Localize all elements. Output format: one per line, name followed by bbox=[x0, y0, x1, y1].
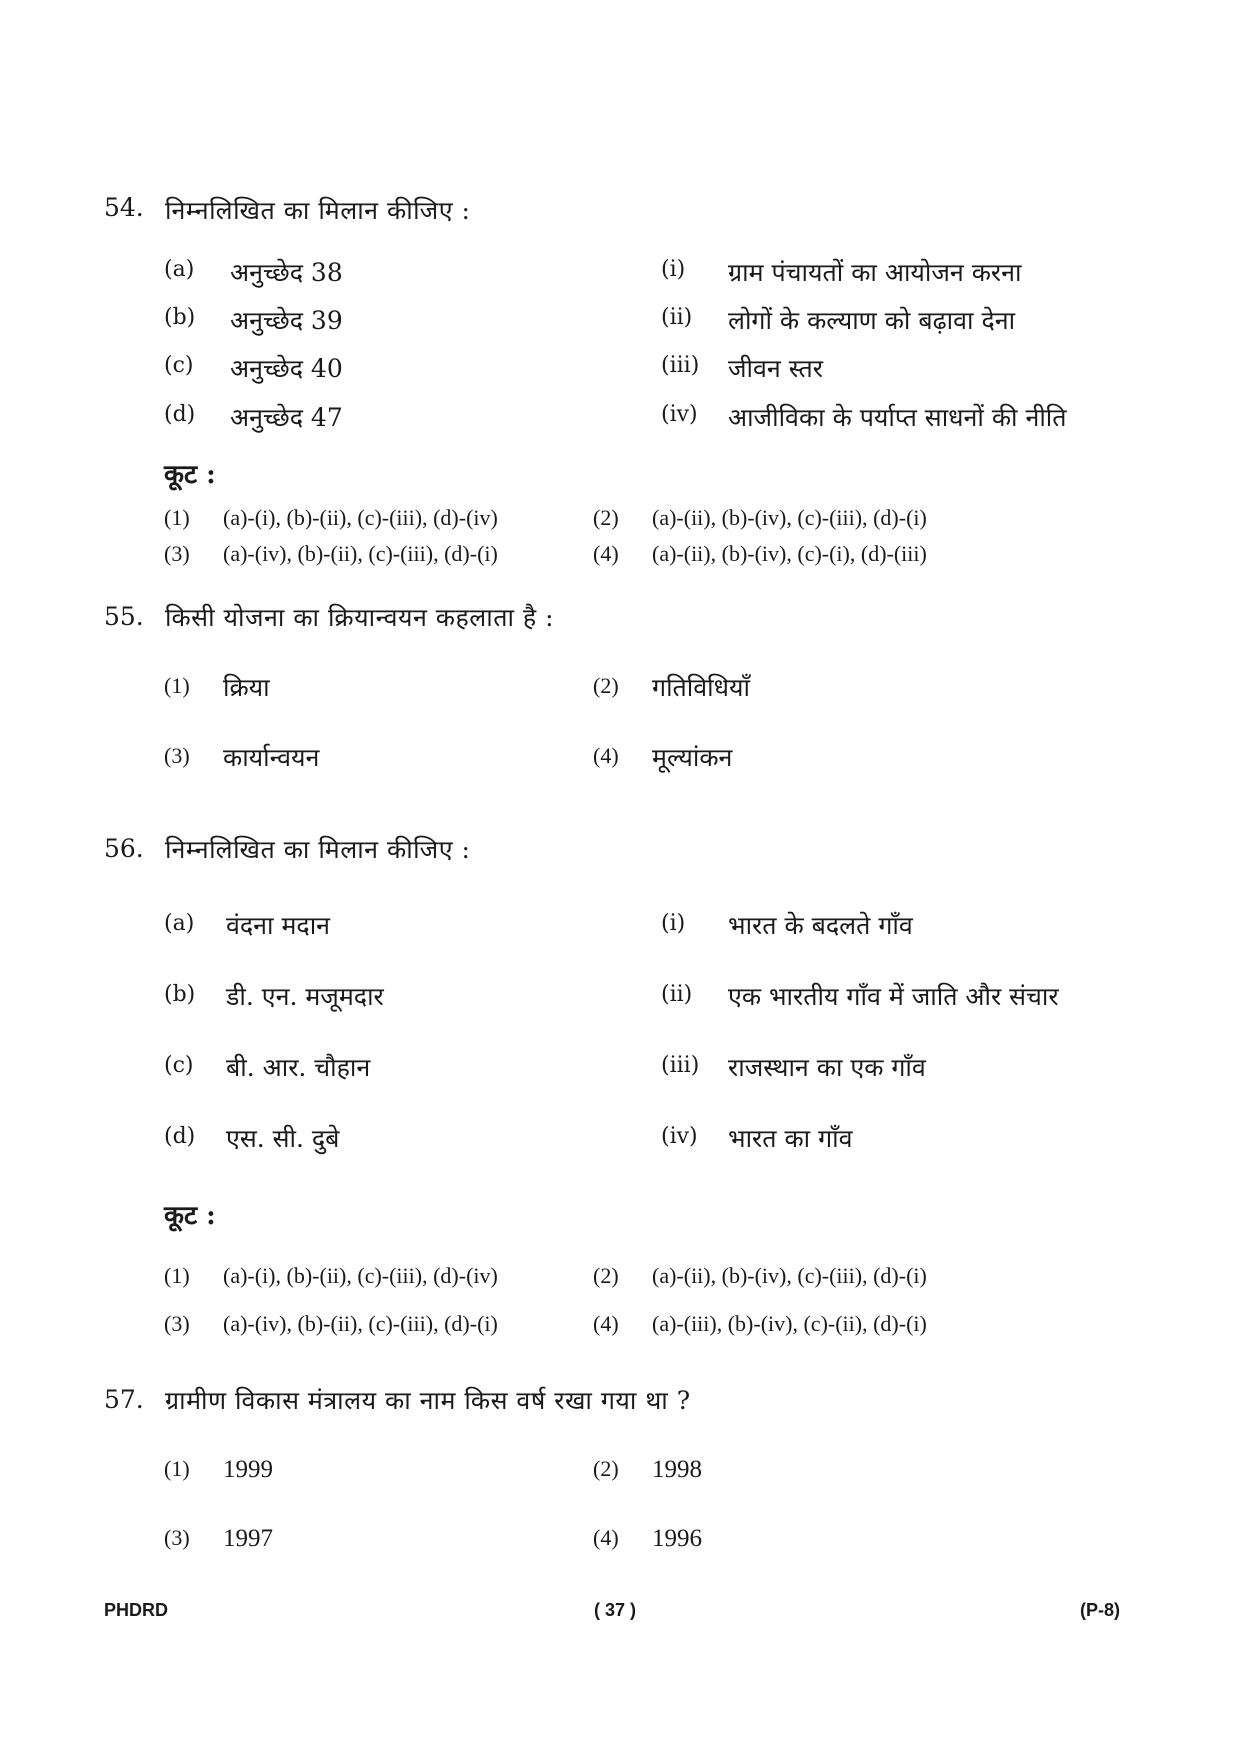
option-number: (1) bbox=[164, 1456, 190, 1481]
option-number: (3) bbox=[164, 1311, 190, 1336]
match-right-item: भारत का गाँव bbox=[728, 1124, 853, 1153]
match-right-item: जीवन स्तर bbox=[728, 354, 823, 383]
match-left-label: (b) bbox=[164, 982, 196, 1007]
option-text: (a)-(ii), (b)-(iv), (c)-(i), (d)-(iii) bbox=[652, 541, 927, 566]
option-text: 1996 bbox=[652, 1525, 702, 1552]
option-text: 1999 bbox=[223, 1456, 273, 1483]
match-left-item: अनुच्छेद 40 bbox=[230, 354, 343, 383]
match-left-item: अनुच्छेद 47 bbox=[230, 403, 343, 432]
question-number: 54. bbox=[104, 193, 144, 222]
match-left-item: अनुच्छेद 38 bbox=[230, 258, 343, 287]
option-number: (2) bbox=[593, 1263, 619, 1288]
match-left-label: (c) bbox=[164, 1053, 194, 1078]
option-number: (4) bbox=[593, 1311, 619, 1336]
option-text: (a)-(i), (b)-(ii), (c)-(iii), (d)-(iv) bbox=[223, 505, 498, 530]
match-right-label: (iii) bbox=[661, 353, 700, 378]
option-number: (1) bbox=[164, 505, 190, 530]
option-number: (2) bbox=[593, 673, 619, 698]
question-number: 56. bbox=[104, 834, 144, 863]
match-left-item: अनुच्छेद 39 bbox=[230, 306, 343, 335]
match-right-item: लोगों के कल्याण को बढ़ावा देना bbox=[728, 306, 1016, 335]
option-number: (3) bbox=[164, 541, 190, 566]
option-text: (a)-(iv), (b)-(ii), (c)-(iii), (d)-(i) bbox=[223, 1311, 498, 1336]
code-heading: कूट : bbox=[164, 1201, 216, 1231]
footer-page-number: ( 37 ) bbox=[594, 1600, 637, 1620]
option-number: (2) bbox=[593, 1456, 619, 1481]
match-right-item: एक भारतीय गाँव में जाति और संचार bbox=[728, 982, 1059, 1011]
code-heading: कूट : bbox=[164, 460, 216, 490]
question-number: 55. bbox=[104, 602, 144, 631]
option-number: (4) bbox=[593, 541, 619, 566]
question-number: 57. bbox=[104, 1385, 144, 1414]
question-text: निम्नलिखित का मिलान कीजिए : bbox=[165, 196, 471, 225]
question-text: किसी योजना का क्रियान्वयन कहलाता है : bbox=[165, 603, 555, 632]
option-text: (a)-(ii), (b)-(iv), (c)-(iii), (d)-(i) bbox=[652, 505, 927, 530]
match-left-label: (c) bbox=[164, 353, 194, 378]
footer-paper-code: PHDRD bbox=[104, 1600, 169, 1620]
option-text: (a)-(iii), (b)-(iv), (c)-(ii), (d)-(i) bbox=[652, 1311, 927, 1336]
option-number: (3) bbox=[164, 743, 190, 768]
match-right-label: (iii) bbox=[661, 1053, 700, 1078]
footer-set-code: (P-8) bbox=[1080, 1600, 1120, 1620]
match-left-label: (b) bbox=[164, 305, 196, 330]
match-left-label: (a) bbox=[164, 257, 195, 282]
option-text: मूल्यांकन bbox=[652, 743, 733, 772]
option-text: क्रिया bbox=[223, 673, 270, 702]
option-number: (2) bbox=[593, 505, 619, 530]
option-number: (4) bbox=[593, 1525, 619, 1550]
option-number: (4) bbox=[593, 743, 619, 768]
match-right-label: (ii) bbox=[661, 305, 693, 330]
option-number: (1) bbox=[164, 673, 190, 698]
match-right-item: आजीविका के पर्याप्त साधनों की नीति bbox=[728, 403, 1067, 432]
option-number: (3) bbox=[164, 1525, 190, 1550]
option-text: 1998 bbox=[652, 1456, 702, 1483]
option-number: (1) bbox=[164, 1263, 190, 1288]
question-text: ग्रामीण विकास मंत्रालय का नाम किस वर्ष रखा गया था ? bbox=[165, 1386, 691, 1415]
match-right-label: (i) bbox=[661, 257, 686, 282]
match-left-item: बी. आर. चौहान bbox=[226, 1053, 371, 1082]
match-right-item: ग्राम पंचायतों का आयोजन करना bbox=[728, 258, 1022, 287]
question-text: निम्नलिखित का मिलान कीजिए : bbox=[165, 835, 471, 864]
match-left-item: वंदना मदान bbox=[226, 911, 331, 940]
match-right-item: राजस्थान का एक गाँव bbox=[728, 1053, 926, 1082]
option-text: गतिविधियाँ bbox=[652, 673, 751, 702]
match-right-label: (iv) bbox=[661, 1124, 698, 1149]
match-left-label: (a) bbox=[164, 911, 195, 936]
option-text: (a)-(iv), (b)-(ii), (c)-(iii), (d)-(i) bbox=[223, 541, 498, 566]
option-text: (a)-(ii), (b)-(iv), (c)-(iii), (d)-(i) bbox=[652, 1263, 927, 1288]
option-text: कार्यान्वयन bbox=[223, 743, 320, 772]
option-text: 1997 bbox=[223, 1525, 273, 1552]
match-right-label: (ii) bbox=[661, 982, 693, 1007]
match-left-label: (d) bbox=[164, 402, 196, 427]
match-left-item: एस. सी. दुबे bbox=[226, 1124, 340, 1153]
match-right-label: (iv) bbox=[661, 402, 698, 427]
option-text: (a)-(i), (b)-(ii), (c)-(iii), (d)-(iv) bbox=[223, 1263, 498, 1288]
match-left-label: (d) bbox=[164, 1124, 196, 1149]
match-right-item: भारत के बदलते गाँव bbox=[728, 911, 913, 940]
match-left-item: डी. एन. मजूमदार bbox=[226, 982, 384, 1011]
match-right-label: (i) bbox=[661, 911, 686, 936]
